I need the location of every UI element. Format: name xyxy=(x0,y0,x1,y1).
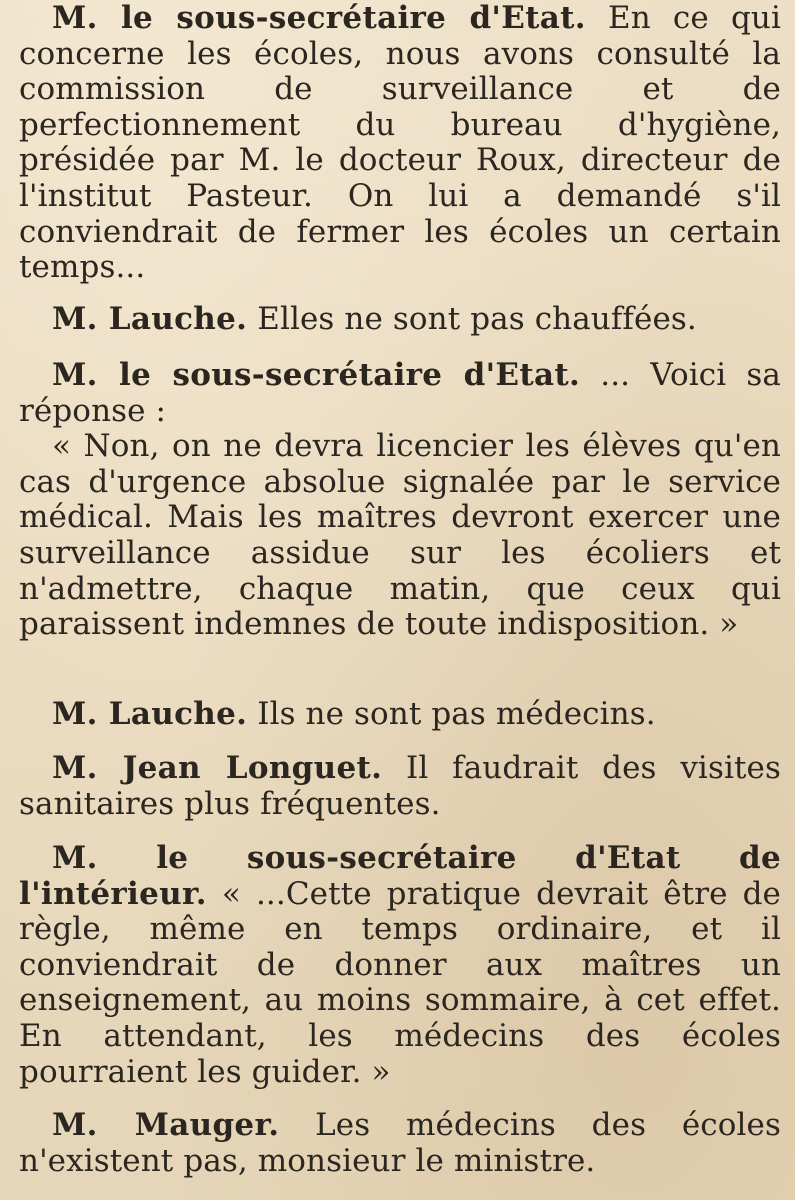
paragraph xyxy=(19,697,781,733)
paragraph-text: En ce qui concerne les écoles, nous avons consulté la commission de surveillance et de perfectionnement du bureau d'hygiène, présidée par M. le docteur Roux, directeur de l'institut Pasteur. On lui a demandé s'il conviendrait de fermer les écoles un certain temps... xyxy=(19,0,782,286)
paragraph-text: Il faudrait des visites sanitaires plus fréquentes. xyxy=(19,750,781,822)
paragraph xyxy=(19,751,781,822)
speaker-name: M. le sous-secrétaire d'Etat. xyxy=(52,357,581,393)
paragraph-text: ... Voici sa réponse : xyxy=(19,357,781,429)
speaker-name: M. Lauche. xyxy=(52,696,248,732)
speaker-name: M. Mauger. xyxy=(52,1107,280,1143)
paragraph-text: Les médecins des écoles n'existent pas, monsieur le ministre. xyxy=(19,1107,781,1179)
paragraph-text: Ils ne sont pas médecins. xyxy=(247,696,656,732)
speaker-name: M. Jean Longuet. xyxy=(52,750,383,786)
speaker-name: M. le sous-secrétaire d'Etat. xyxy=(52,0,586,36)
speaker-name: M. Lauche. xyxy=(52,301,248,337)
paragraph xyxy=(19,358,781,643)
quotation: « Non, on ne devra licencier les élèves qu'en cas d'urgence absolue signalée par le service médical. Mais les maîtres devront exercer une surveillance assidue sur les écoliers et n'admettre, chaque matin, que ceux qui paraissent indemnes de toute indisposition. » xyxy=(19,428,781,643)
paragraph-text: Elles ne sont pas chauffées. xyxy=(247,301,697,337)
paragraph xyxy=(19,302,781,338)
paragraph xyxy=(19,841,781,1090)
paragraph-text: « ...Cette pratique devrait être de règle, même en temps ordinaire, et il conviendrait de donner aux maîtres un enseignement, au moins sommaire, à cet effet. En attendant, les médecins des écoles pourraient les guider. » xyxy=(19,875,781,1090)
paragraph xyxy=(19,1,781,286)
paragraph xyxy=(19,1108,781,1179)
speaker-name: M. le sous-secrétaire d'Etat de l'intérieur. xyxy=(19,840,781,912)
